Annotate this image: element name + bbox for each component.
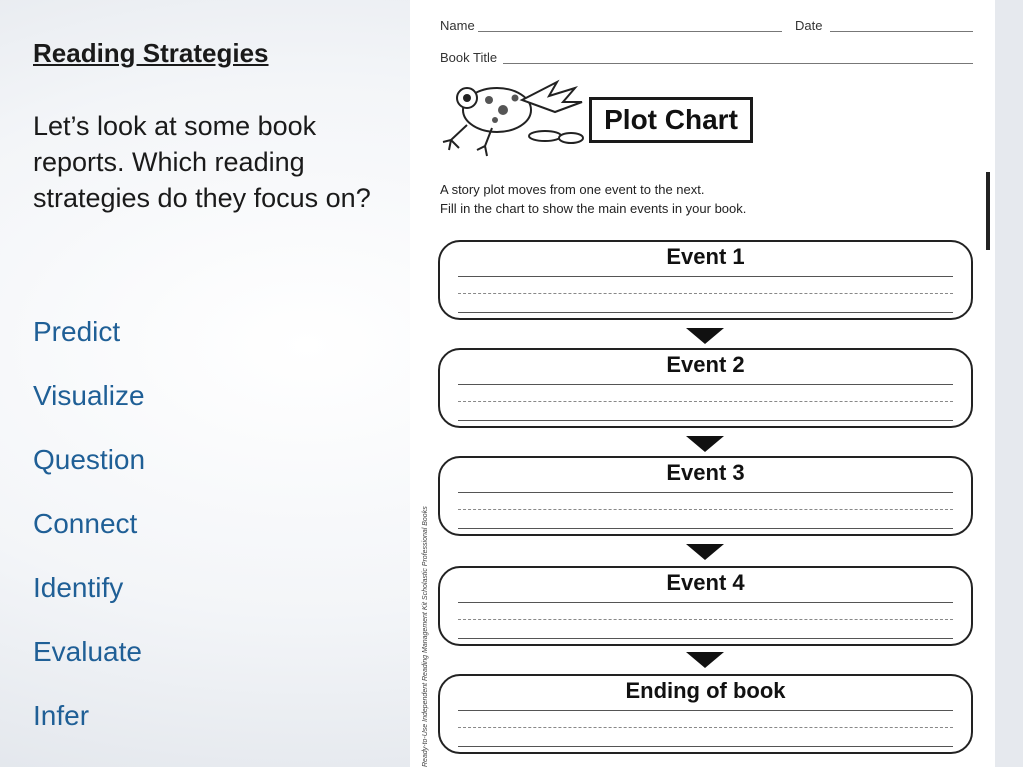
strategy-item-question: Question: [33, 444, 146, 475]
book-title-label: Book Title: [440, 50, 498, 65]
event-box-3: [438, 456, 973, 536]
write-line: [458, 509, 953, 510]
event-box-4: [438, 566, 973, 646]
instruction-line-1: A story plot moves from one event to the next.: [440, 182, 705, 197]
name-label: Name: [440, 18, 475, 33]
scan-edge-mark: [986, 172, 990, 250]
down-arrow-icon: [684, 326, 726, 346]
strategy-item-predict: Predict: [33, 316, 121, 347]
write-line: [458, 710, 953, 711]
write-line: [458, 727, 953, 728]
date-label: Date: [795, 18, 823, 33]
write-line: [458, 293, 953, 294]
write-line: [458, 401, 953, 402]
event-label-2: Event 2: [666, 352, 745, 377]
instruction-line-2: Fill in the chart to show the main events in your book.: [440, 201, 747, 216]
worksheet-edge: [995, 0, 1023, 767]
strategy-item-connect: Connect: [33, 508, 138, 539]
write-line: [458, 384, 953, 385]
publisher-credit-text: Ready-to-Use Independent Reading Management Kit Scholastic Professional Books: [422, 506, 429, 767]
event-label-1: Event 1: [666, 244, 745, 269]
write-line: [458, 746, 953, 747]
book-title-line: [503, 63, 973, 64]
event-box-2: [438, 348, 973, 428]
publisher-credit: [410, 500, 429, 767]
strategy-item-evaluate: Evaluate: [33, 636, 142, 667]
event-label-3: Event 3: [666, 460, 745, 485]
frog-illustration: [437, 70, 587, 160]
down-arrow-icon: [684, 542, 726, 562]
slide-intro: Let’s look at some book reports. Which reading strategies do they focus on?: [33, 111, 371, 213]
strategy-item-identify: Identify: [33, 572, 124, 603]
date-line: [830, 31, 973, 32]
strategy-item-infer: Infer: [33, 700, 90, 731]
name-line: [478, 31, 782, 32]
event-label-ending: Ending of book: [625, 678, 786, 703]
write-line: [458, 638, 953, 639]
event-label-4: Event 4: [666, 570, 745, 595]
write-line: [458, 276, 953, 277]
strategy-item-visualize: Visualize: [33, 380, 145, 411]
slide-text-panel: [0, 0, 408, 767]
write-line: [458, 528, 953, 529]
event-box-ending: [438, 674, 973, 754]
write-line: [458, 420, 953, 421]
slide-heading: Reading Strategies: [33, 38, 269, 68]
down-arrow-icon: [684, 650, 726, 670]
write-line: [458, 619, 953, 620]
event-box-1: [438, 240, 973, 320]
write-line: [458, 312, 953, 313]
write-line: [458, 492, 953, 493]
plot-chart-title: Plot Chart: [589, 97, 753, 143]
down-arrow-icon: [684, 434, 726, 454]
write-line: [458, 602, 953, 603]
